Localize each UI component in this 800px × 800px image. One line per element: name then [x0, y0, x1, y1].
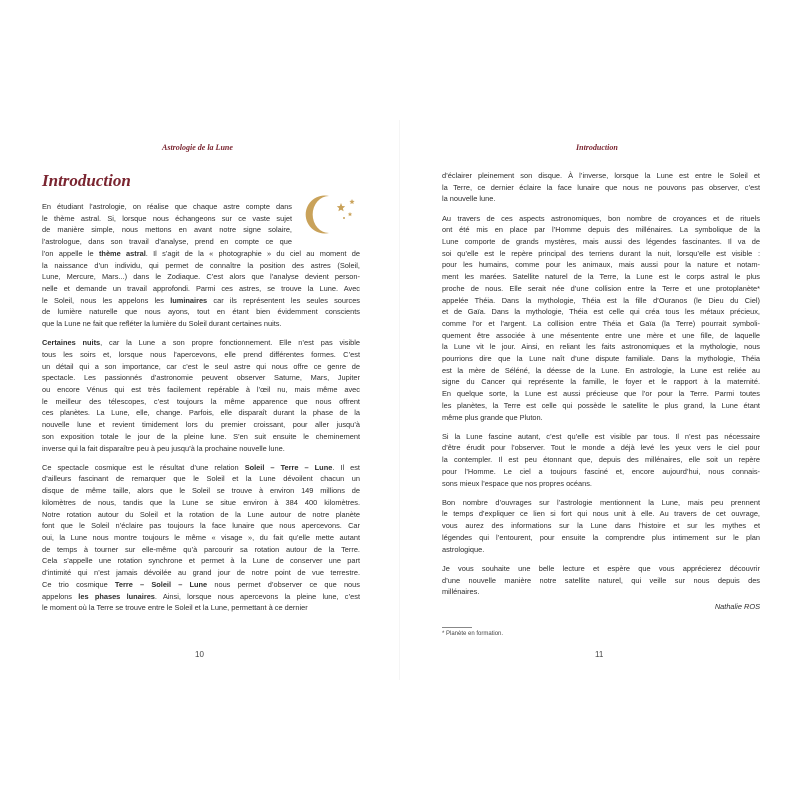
text-run: tous les soirs et, lorsque nous l’apercevons, elle prend différentes formes. C’est — [42, 349, 360, 359]
text-run: font que le Soleil n’éclaire pas toujours la face lunaire que nous apercevons. Car — [42, 521, 360, 531]
text-run: légendes qui l’entourent, pour ensuite la comprendre plus intimement sur le plan — [442, 532, 760, 542]
text-line — [442, 193, 760, 205]
text-line — [42, 260, 360, 272]
text-line — [42, 306, 360, 318]
text-line — [442, 478, 760, 490]
text-run: l’astrologue, dans son travail d’analyse, prend en compte ce que — [42, 237, 292, 247]
text-run: et de Gaïa. Dans la mythologie, Théia est celle qui créa tous les métaux précieux, — [442, 307, 760, 317]
text-line — [42, 396, 360, 408]
footnote-rule — [442, 627, 472, 628]
text-line — [442, 575, 760, 587]
text-run: son exposition totale le jour de la pleine lune. S’en suit ensuite le cheminement — [42, 431, 360, 441]
text-run: l’on appelle le — [42, 248, 99, 258]
text-line — [442, 388, 760, 400]
running-head: Astrologie de la Lune — [162, 143, 233, 152]
text-run: pourrions dire que la Lune naît d’une dispute familiale. Dans la mythologie, Théia — [442, 354, 760, 364]
text-run: nelle et demande un travail approfondi. Parmi ces astres, se trouve la Lune. Avec — [42, 283, 360, 293]
text-run: d’éclairer pleinement son disque. À l’inverse, lorsque la Lune est entre le Soleil et — [442, 171, 760, 180]
text-run: de temps à tourner sur elle-même qu’à parcourir sa rotation autour de la Terre. — [42, 544, 360, 554]
text-run: ment les marées. Satellite naturel de la Terre, la Lune est le corps astral le plus — [442, 272, 760, 282]
page-title: Introduction — [42, 171, 131, 190]
text-run: le temps d’expliquer ce lien si fort qui nous unit à elle. Au travers de cet ouvrage, — [442, 509, 760, 519]
text-line — [442, 353, 760, 365]
bold-term: luminaires — [170, 295, 208, 305]
right-page — [400, 0, 800, 800]
text-line — [42, 372, 360, 384]
body-text — [442, 170, 760, 613]
text-line — [442, 563, 760, 575]
page-number: 10 — [195, 650, 204, 659]
text-run: pour l’Homme. Le ciel a toujours fasciné et, encore aujourd’hui, nous connais- — [442, 466, 760, 476]
text-line — [442, 544, 760, 556]
paragraph — [42, 337, 360, 454]
text-run: sons mieux l’espace que nos propres océans. — [442, 478, 592, 488]
text-line — [442, 295, 760, 307]
paragraph — [442, 213, 760, 424]
text-line — [42, 443, 360, 455]
text-run: d’être érudit pour l’observer. Tout le monde a déjà levé les yeux vers le ciel pour — [442, 443, 760, 453]
text-line — [442, 412, 760, 424]
text-run: la Lune vit le jour. Ainsi, en reliant les faits astronomiques et la mythologie, nous — [442, 342, 760, 352]
text-run: disque de même taille, alors que le Soleil se trouve à environ 149 millions de — [42, 486, 360, 496]
text-line — [42, 555, 360, 567]
text-run: Si la Lune fascine autant, c’est qu’elle est visible par tous. Il n’est pas nécessaire — [442, 431, 760, 441]
text-line — [42, 236, 292, 248]
paragraph — [442, 563, 760, 598]
text-run: Ce spectacle cosmique est le résultat d’une relation — [42, 462, 245, 472]
text-line — [442, 283, 760, 295]
text-run: ces planètes. La Lune, elle, change. Parfois, elle disparaît durant la phase de la — [42, 408, 360, 418]
text-line — [442, 497, 760, 509]
text-run: le Soleil, nous les appelons les — [42, 295, 171, 305]
text-run: inverse qui la fait disparaître peu à peu jusqu’à la prochaine nouvelle lune. — [42, 443, 285, 453]
text-run: un détail qui a son importance, car c’est le seul astre qui nous offre ce genre de — [42, 361, 360, 371]
text-run: le meilleur des télescopes, c’est toujours la même apparence que nous offrent — [42, 396, 360, 406]
text-run: pour les humains, comme pour les animaux, mais aussi pour la nature et notam- — [442, 260, 760, 270]
text-line — [42, 602, 360, 614]
text-run: d’ailleurs fascinant de remarquer que le Soleil et la Lune dévoilent chacun un — [42, 474, 360, 484]
text-run: astrologique. — [442, 544, 485, 554]
text-line — [42, 485, 360, 497]
text-run: Au travers de ces aspects astronomiques, bon nombre de croyances et de rituels — [442, 213, 760, 223]
text-run: d’une nouvelle manière notre satellite naturel, qui veille sur nous depuis des — [442, 575, 760, 585]
text-line — [42, 295, 360, 307]
text-run: appelons — [42, 591, 79, 601]
text-line — [442, 236, 760, 248]
text-line — [42, 509, 360, 521]
text-line — [442, 182, 760, 194]
text-run: Je vous souhaite une belle lecture et espère que vous apprécierez découvrir — [442, 563, 760, 573]
text-line — [42, 224, 292, 236]
text-line — [42, 591, 360, 603]
text-line — [42, 337, 360, 349]
text-line — [42, 473, 360, 485]
text-run: même plus grande que Pluton. — [442, 412, 543, 422]
text-run: la nouvelle lune. — [442, 194, 496, 204]
text-run: Lune comporte de grands mystères, mais aussi des légendes fascinantes. Il va de — [442, 237, 760, 247]
text-line — [42, 213, 292, 225]
text-run: de manière simple, nous mettons en avant notre signe solaire, — [42, 225, 292, 235]
text-run: que la Lune ne fait que refléter la lumière du Soleil durant certaines nuits. — [42, 319, 282, 329]
text-line — [442, 532, 760, 544]
text-line — [442, 259, 760, 271]
text-run: vous aurez des informations sur la Lune dans l’histoire et sur les mythes et — [442, 521, 760, 531]
text-line — [442, 170, 760, 182]
text-run: . Il s’agit de la « photographie » du ciel au moment de — [145, 248, 360, 258]
text-line — [42, 384, 360, 396]
text-run: En étudiant l’astrologie, on réalise que chaque astre compte dans — [42, 202, 292, 211]
text-run: les planètes, la Terre est celle qui possède le satellite le plus grand, la Lune étant — [442, 400, 760, 410]
paragraph — [42, 201, 360, 330]
text-run: . Il est — [332, 462, 360, 472]
text-run: le thème astral. Si, lorsque nous échangeons sur ce vaste sujet — [42, 213, 292, 223]
text-line — [42, 462, 360, 474]
text-line — [42, 283, 360, 295]
text-run: quement être associée à une mésentente entre une mère et une fille, de laquelle — [442, 330, 760, 340]
text-line — [442, 431, 760, 443]
text-run: ou encore Vénus qui est très facilement repérable à l’œil nu, mais même avec — [42, 385, 360, 395]
bold-term: thème astral — [98, 248, 146, 258]
text-line — [42, 407, 360, 419]
footnote: * Planète en formation. — [442, 631, 504, 637]
text-run: millénaires. — [442, 587, 480, 597]
text-run: nouvelle lune et revient timidement lors du premier croissant, pour aller jusqu’à — [42, 420, 360, 430]
text-line — [442, 586, 760, 598]
text-run: de lumière naturelle que nous ayons, tout en étant bien évidemment conscients — [42, 307, 360, 317]
text-line — [442, 271, 760, 283]
text-run: la Terre, ce dernier éclaire la face lunaire que nous ne pouvons pas observer, c’est — [442, 182, 760, 192]
text-run: car ils représentent les seules sources — [207, 295, 360, 305]
text-line — [42, 497, 360, 509]
text-run: spectacle. Les passionnés d’astronomie peuvent observer Saturne, Mars, Jupiter — [42, 373, 360, 383]
text-line — [42, 419, 360, 431]
text-line — [442, 248, 760, 260]
text-line — [42, 520, 360, 532]
text-run: ont été mis en place par l’Homme depuis des millénaires. La symbolique de la — [442, 225, 760, 235]
text-line — [442, 330, 760, 342]
bold-term: Terre – Soleil – Lune — [114, 579, 208, 589]
paragraph — [42, 462, 360, 614]
page-number: 11 — [595, 650, 604, 659]
text-line — [42, 532, 360, 544]
text-run: appelée Théia. Dans la mythologie, Théia est la fille d’Ouranos (le Dieu du Ciel) — [442, 295, 760, 305]
text-run: nous permet d’observer ce que nous — [207, 579, 360, 589]
text-run: la contempler. Il est peu étonnant que, depuis des millénaires, elle soit un repère — [442, 455, 760, 465]
text-line — [42, 431, 360, 443]
text-line — [442, 442, 760, 454]
bold-term: les phases lunaires — [78, 591, 155, 601]
text-line — [442, 224, 760, 236]
text-line — [42, 318, 360, 330]
text-run: est la mère de Séléné, la déesse de la Lune. En astrologie, la Lune est reliée au — [442, 365, 760, 375]
text-run: Lune, Mercure, Mars...) dans le Zodiaque. C’est alors que l’analyse devient person- — [42, 272, 360, 282]
text-run: comme l’or et l’argent. La collision entre Théia et Gaïa (la Terre) pourrait symboli- — [442, 318, 760, 328]
bold-term: Soleil – Terre – Lune — [244, 462, 333, 472]
text-line — [42, 579, 360, 591]
text-run: oui, la Lune nous montre toujours le même « visage », du fait qu’elle mette autant — [42, 532, 360, 542]
text-run: proche de nous. Elle serait née d’une collision entre la Terre et une protoplanète* — [442, 283, 760, 293]
body-text — [42, 201, 360, 621]
paragraph — [442, 170, 760, 205]
text-line — [42, 567, 360, 579]
text-run: signe du Cancer qui représente la famille, le foyer et le rapport à la maternité. — [442, 377, 760, 387]
text-line — [42, 544, 360, 556]
text-line — [42, 271, 360, 283]
text-line — [442, 213, 760, 225]
text-run: . Ainsi, lorsque nous apercevons la pleine lune, c’est — [154, 591, 360, 601]
running-head: Introduction — [576, 143, 618, 152]
text-line — [442, 341, 760, 353]
text-run: Ce trio cosmique — [42, 579, 115, 589]
paragraph — [442, 431, 760, 490]
text-run: soi qu’elle est le repère principal des terriens durant la nuit, lorsqu’elle est visible : — [442, 248, 760, 258]
text-line — [442, 365, 760, 377]
text-line — [442, 508, 760, 520]
text-run: En quelque sorte, la Lune est aussi précieuse que l’or pour la Terre. Parmi toutes — [442, 389, 760, 399]
text-run: Cela s’appelle une rotation synchrone et permet à la Lune de conserver une part — [42, 556, 360, 566]
text-line — [442, 466, 760, 478]
text-line — [442, 520, 760, 532]
text-run: le moment où la Terre se trouve entre le Soleil et la Lune, permettant à ce dernier — [42, 603, 308, 613]
text-run: la naissance d’un individu, qui permet de connaître la position des astres (Soleil, — [42, 260, 360, 270]
text-line — [42, 361, 360, 373]
text-run: Notre rotation autour du Soleil et la rotation de la Lune autour de notre planète — [42, 509, 360, 519]
text-line — [42, 201, 292, 213]
text-run: , car la Lune a son propre fonctionnement. Elle n’est pas visible — [100, 338, 360, 348]
bold-term: Certaines nuits — [42, 338, 101, 348]
paragraph — [442, 497, 760, 556]
text-run: d’intimité qui n’est jamais dévoilée au grand jour de notre point de vue terrestre. — [42, 568, 360, 578]
text-run: kilomètres de nous, tandis que la Lune se situe environ à 384 400 kilomètres. — [42, 497, 360, 507]
text-line — [442, 306, 760, 318]
text-line — [42, 349, 360, 361]
text-line — [442, 318, 760, 330]
text-run: Bon nombre d’ouvrages sur l’astrologie mentionnent la Lune, mais peu prennent — [442, 497, 760, 507]
text-line — [42, 248, 360, 260]
author-signature: Nathalie ROS — [714, 602, 760, 612]
text-line — [442, 376, 760, 388]
text-line — [442, 454, 760, 466]
text-line — [442, 400, 760, 412]
